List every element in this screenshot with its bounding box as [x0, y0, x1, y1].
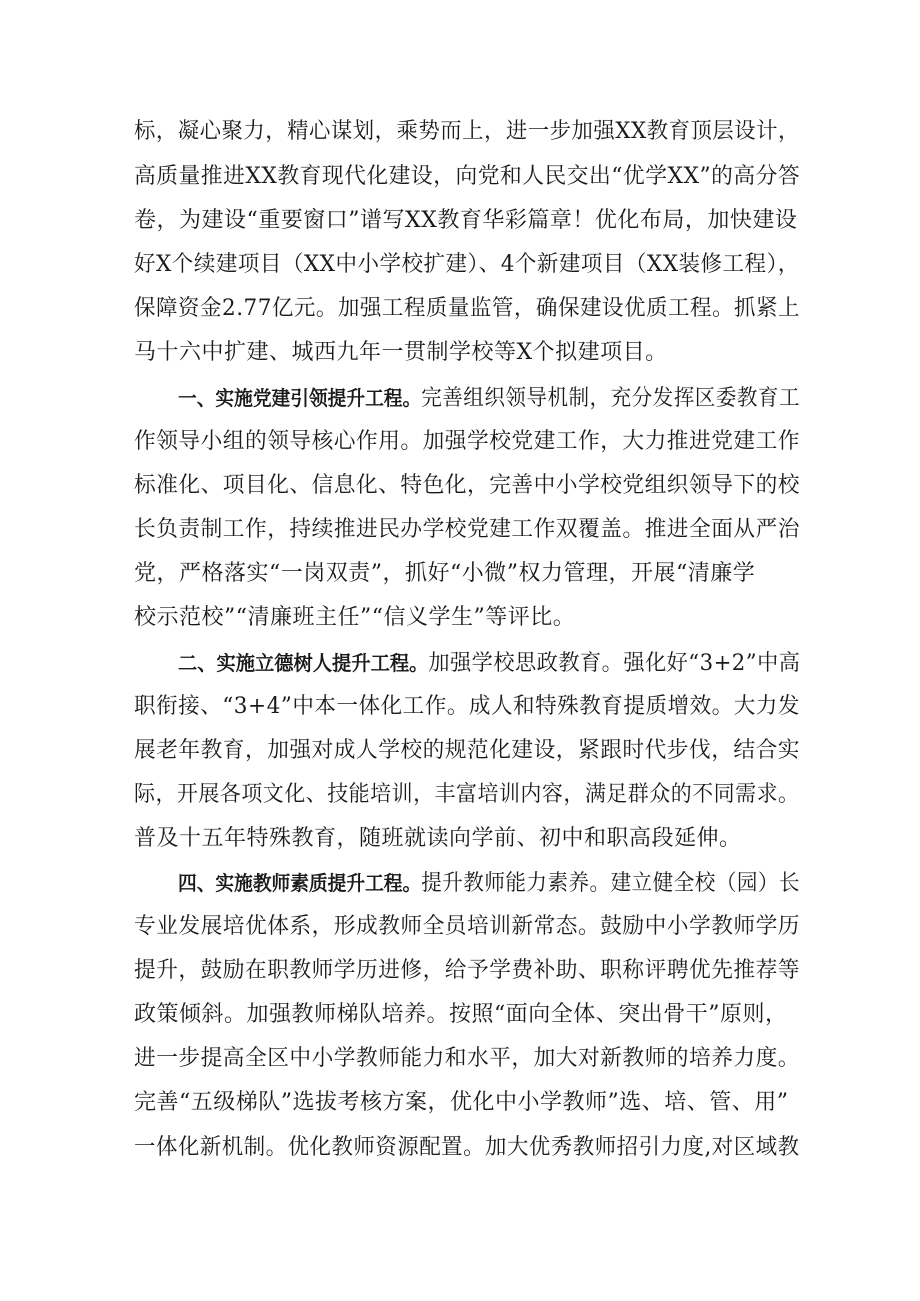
paragraph-3-line-4: 际，开展各项文化、技能培训，丰富培训内容，满足群众的不同需求。 [134, 782, 800, 807]
paragraph-4-line-4: 政策倾斜。加强教师梯队培养。按照“面向全体、突出骨干”原则， [134, 1002, 788, 1027]
paragraph-4-line-3: 提升，鼓励在职教师学历进修，给予学费补助、职称评聘优先推荐等 [134, 958, 801, 983]
paragraph-4-first-line [178, 868, 800, 899]
paragraph-1-line-4: 好X个续建项目（XX中小学校扩建）、4个新建项目（XX装修工程）， [134, 252, 800, 277]
paragraph-2-first-line [178, 383, 800, 414]
paragraph-2-line-3: 标准化、项目化、信息化、特色化，完善中小学校党组织领导下的校 [134, 473, 801, 498]
paragraph-4-first-line-text: 提升教师能力素养。建立健全校（园）长 [421, 871, 801, 896]
paragraph-2-line-6: 校示范校”“清廉班主任”“信义学生”等评比。 [134, 605, 576, 630]
paragraph-2-line-5: 党，严格落实“一岗双责”，抓好“小微”权力管理，开展“清廉学 [134, 561, 756, 586]
paragraph-4-line-6: 完善“五级梯队”选拔考核方案，优化中小学教师”选、培、管、用” [134, 1090, 789, 1115]
paragraph-1-line-5: 保障资金2.77亿元。加强工程质量监管，确保建设优质工程。抓紧上 [134, 296, 800, 321]
paragraph-3-line-2: 职衔接、“3+4”中本一体化工作。成人和特殊教育提质增效。大力发 [134, 694, 800, 719]
paragraph-3-first-line-text: 加强学校思政教育。强化好“3+2”中高 [428, 651, 801, 676]
section-heading-party-building: 一、实施党建引领提升工程。 [178, 386, 422, 410]
paragraph-2-line-4: 长负责制工作，持续推进民办学校党建工作双覆盖。推进全面从严治 [134, 517, 801, 542]
paragraph-3-first-line [178, 648, 800, 679]
paragraph-1-line-1: 标，凝心聚力，精心谋划，乘势而上，进一步加强XX教育顶层设计， [134, 119, 800, 144]
section-heading-moral-education: 二、实施立德树人提升工程。 [178, 651, 429, 675]
paragraph-4-line-2: 专业发展培优体系，形成教师全员培训新常态。鼓励中小学教师学历 [134, 914, 801, 939]
paragraph-1-line-3: 卷，为建设“重要窗口”谱写XX教育华彩篇章！优化布局，加快建设 [134, 208, 798, 233]
paragraph-4-line-7: 一体化新机制。优化教师资源配置。加大优秀教师招引力度,对区域教 [134, 1135, 800, 1160]
section-heading-teacher-quality: 四、实施教师素质提升工程。 [178, 871, 422, 895]
paragraph-1-line-6: 马十六中扩建、城西九年一贯制学校等X个拟建项目。 [134, 340, 668, 365]
paragraph-3-line-3: 展老年教育，加强对成人学校的规范化建设，紧跟时代步伐，结合实 [134, 738, 801, 763]
paragraph-4-line-5: 进一步提高全区中小学教师能力和水平，加大对新教师的培养力度。 [134, 1046, 801, 1071]
paragraph-2-line-2: 作领导小组的领导核心作用。加强学校党建工作，大力推进党建工作 [134, 429, 801, 454]
paragraph-1-line-2: 高质量推进XX教育现代化建设，向党和人民交出“优学XX”的高分答 [134, 164, 801, 189]
paragraph-2-first-line-text: 完善组织领导机制，充分发挥区委教育工 [421, 386, 801, 411]
paragraph-3-line-5: 普及十五年特殊教育，随班就读向学前、初中和职高段延伸。 [134, 826, 742, 851]
